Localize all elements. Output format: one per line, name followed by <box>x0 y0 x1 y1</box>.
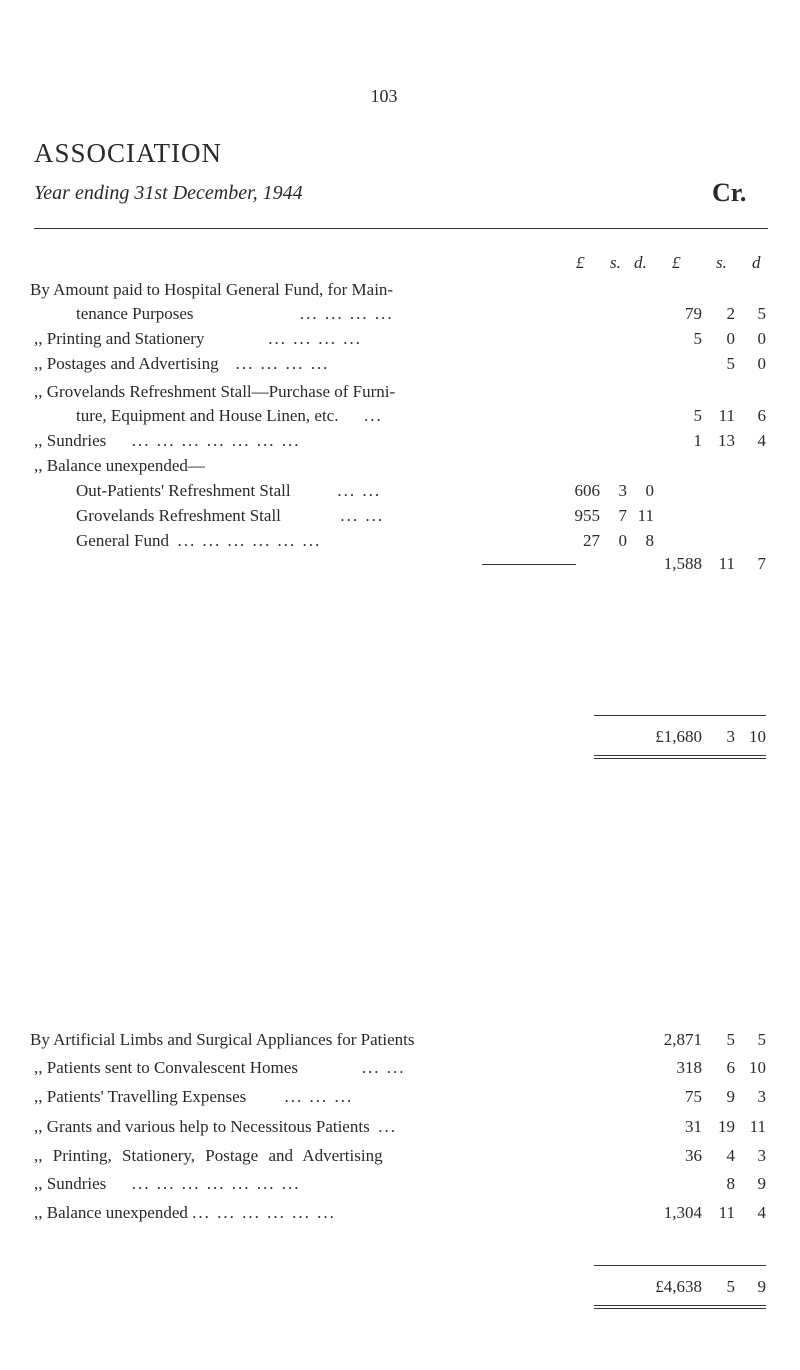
total-rule-bottom <box>594 755 766 759</box>
row-label: General Fund ... ... ... ... ... ... <box>76 531 322 550</box>
amount-pence: 6 <box>757 406 766 425</box>
total-shillings: 5 <box>726 1277 735 1296</box>
list-item <box>0 531 800 555</box>
total-rule-top <box>594 1265 766 1266</box>
amount-pence: 0 <box>645 481 654 500</box>
amount-pence: 5 <box>757 304 766 323</box>
list-item <box>0 456 800 480</box>
row-label: By Artificial Limbs and Surgical Appliances for Patients <box>30 1030 415 1049</box>
amount-pence: 8 <box>645 531 654 550</box>
list-item <box>0 1030 800 1054</box>
amount-shillings: 8 <box>726 1174 735 1193</box>
amount-pounds: 2,871 <box>663 1030 702 1049</box>
amount-shillings: 0 <box>618 531 627 550</box>
amount-shillings: 11 <box>718 1203 735 1222</box>
subtotal-row <box>0 554 800 578</box>
list-item <box>0 1203 800 1227</box>
amount-shillings: 2 <box>726 304 735 323</box>
amount-pounds: 27 <box>583 531 600 550</box>
total-row <box>0 1277 800 1301</box>
amount-pence: 11 <box>637 506 654 525</box>
amount-pence: 4 <box>757 1203 766 1222</box>
col-head-pence-1: d. <box>634 253 647 272</box>
col-head-shillings-2: s. <box>716 253 727 272</box>
total-shillings: 3 <box>726 727 735 746</box>
row-label: Out-Patients' Refreshment Stall ... ... <box>76 481 382 500</box>
amount-shillings: 13 <box>718 431 735 450</box>
amount-pounds: 5 <box>693 406 702 425</box>
row-label: ,, Patients sent to Convalescent Homes ... ... <box>34 1058 406 1077</box>
amount-shillings: 4 <box>726 1146 735 1165</box>
amount-pence: 3 <box>757 1146 766 1165</box>
amount-shillings: 3 <box>618 481 627 500</box>
row-label: ,, Patients' Travelling Expenses ... ... ... <box>34 1087 354 1106</box>
amount-shillings: 5 <box>726 1030 735 1049</box>
row-label: ture, Equipment and House Linen, etc. ... <box>76 406 383 425</box>
list-item <box>0 1117 800 1141</box>
amount-pounds: 75 <box>685 1087 702 1106</box>
list-item <box>0 329 800 353</box>
amount-pence: 3 <box>757 1087 766 1106</box>
amount-shillings: 11 <box>718 406 735 425</box>
list-item <box>0 406 800 430</box>
row-label: By Amount paid to Hospital General Fund, for Main- <box>30 280 394 299</box>
total-pence: 9 <box>757 1277 766 1296</box>
page-number: 103 <box>370 86 398 106</box>
amount-shillings: 0 <box>726 329 735 348</box>
list-item <box>0 1087 800 1111</box>
amount-pounds: 79 <box>685 304 702 323</box>
list-item <box>0 506 800 530</box>
amount-pounds: 5 <box>693 329 702 348</box>
amount-pence: 4 <box>757 431 766 450</box>
amount-pence: 7 <box>757 554 766 573</box>
list-item <box>0 1174 800 1198</box>
amount-pence: 0 <box>757 354 766 373</box>
amount-pence: 10 <box>749 1058 766 1077</box>
header-rule <box>34 228 768 229</box>
amount-pence: 11 <box>749 1117 766 1136</box>
list-item <box>0 1146 800 1170</box>
page-subtitle: Year ending 31st December, 1944 <box>34 182 303 204</box>
amount-pounds: 1,304 <box>663 1203 702 1222</box>
amount-pounds: 1,588 <box>663 554 702 573</box>
amount-pounds: 1 <box>693 431 702 450</box>
row-label: ,, Balance unexpended ... ... ... ... ... ... <box>34 1203 336 1222</box>
amount-pence: 0 <box>757 329 766 348</box>
total-rule-bottom <box>594 1305 766 1309</box>
list-item <box>0 481 800 505</box>
total-pounds: £4,638 <box>655 1277 702 1296</box>
amount-shillings: 5 <box>726 354 735 373</box>
amount-shillings: 11 <box>718 554 735 573</box>
row-label: tenance Purposes ... ... ... ... <box>76 304 394 323</box>
col-head-pounds-2: £ <box>672 253 681 272</box>
amount-pounds: 36 <box>685 1146 702 1165</box>
credit-mark: Cr. <box>712 178 747 207</box>
list-item <box>0 382 800 406</box>
amount-pounds: 606 <box>574 481 600 500</box>
row-label: Grovelands Refreshment Stall ... ... <box>76 506 385 525</box>
total-pounds: £1,680 <box>655 727 702 746</box>
amount-pounds: 955 <box>574 506 600 525</box>
col-head-pence-2: d <box>752 253 761 272</box>
amount-shillings: 9 <box>726 1087 735 1106</box>
list-item <box>0 354 800 378</box>
total-row <box>0 727 800 751</box>
row-label: ,, Balance unexpended— <box>34 456 205 475</box>
col-head-shillings-1: s. <box>610 253 621 272</box>
row-label: ,, Printing, Stationery, Postage and Advertising <box>34 1146 383 1165</box>
row-label: ,, Printing and Stationery ... ... ... ... <box>34 329 362 348</box>
row-label: ,, Sundries ... ... ... ... ... ... ... <box>34 1174 301 1193</box>
row-label: ,, Postages and Advertising ... ... ... ... <box>34 354 330 373</box>
amount-pence: 9 <box>757 1174 766 1193</box>
col-head-pounds-1: £ <box>576 253 585 272</box>
list-item <box>0 280 800 304</box>
amount-shillings: 19 <box>718 1117 735 1136</box>
amount-shillings: 7 <box>618 506 627 525</box>
total-rule-top <box>594 715 766 716</box>
list-item <box>0 1058 800 1082</box>
row-label: ,, Sundries ... ... ... ... ... ... ... <box>34 431 301 450</box>
amount-pounds: 318 <box>676 1058 702 1077</box>
amount-pence: 5 <box>757 1030 766 1049</box>
total-pence: 10 <box>749 727 766 746</box>
list-item <box>0 431 800 455</box>
amount-shillings: 6 <box>726 1058 735 1077</box>
amount-pounds: 31 <box>685 1117 702 1136</box>
row-label: ,, Grovelands Refreshment Stall—Purchase of Furni- <box>34 382 396 401</box>
row-label: ,, Grants and various help to Necessitous Patients ... <box>34 1117 397 1136</box>
list-item <box>0 304 800 328</box>
page-title: ASSOCIATION <box>34 138 223 168</box>
